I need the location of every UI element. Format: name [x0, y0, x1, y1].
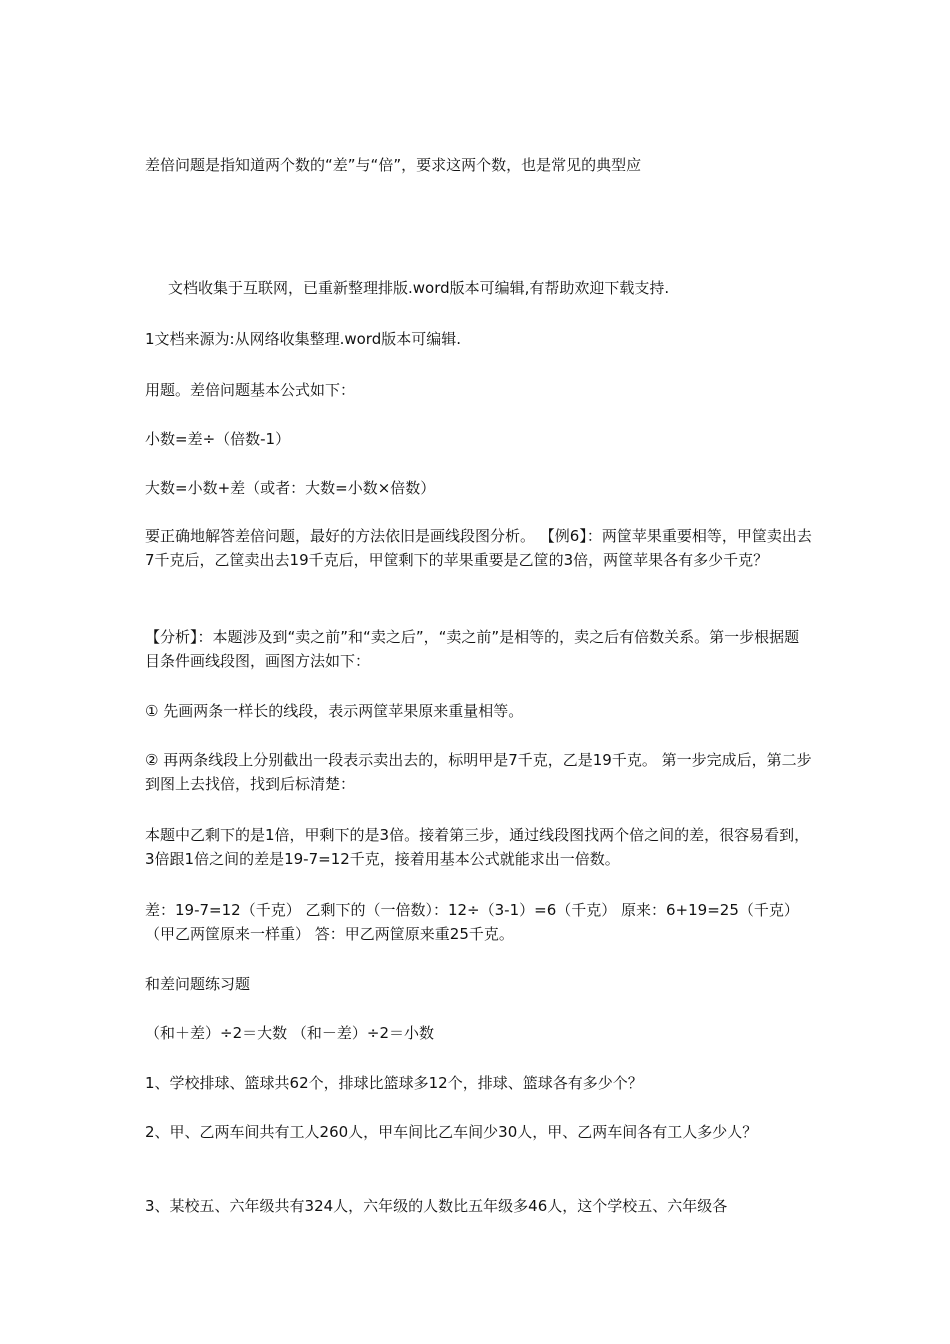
paragraph-step-3: 本题中乙剩下的是1倍，甲剩下的是3倍。接着第三步，通过线段图找两个倍之间的差，很容易看到，3倍跟1倍之间的差是19-7=12千克，接着用基本公式就能求出一倍数。 — [145, 826, 810, 868]
paragraph-example: 要正确地解答差倍问题，最好的方法依旧是画线段图分析。 【例6】：两筐苹果重要相等，甲筐卖出去7千克后，乙筐卖出去19千克后，甲筐剩下的苹果重要是乙筐的3倍，两筐苹果各有多少千克？ — [145, 527, 812, 569]
paragraph-formula-intro: 用题。差倍问题基本公式如下： — [145, 381, 356, 399]
paragraph-exercise-2: 2、甲、乙两车间共有工人260人，甲车间比乙车间少30人，甲、乙两车间各有工人多少人？ — [145, 1123, 758, 1141]
paragraph-solution: 差：19-7=12（千克） 乙剩下的（一倍数）：12÷（3-1）=6（千克） 原来：6+19=25（千克）（甲乙两筐原来一样重） 答：甲乙两筐原来重25千克。 — [145, 901, 799, 943]
paragraph-step-2: ② 再两条线段上分别截出一段表示卖出去的，标明甲是7千克，乙是19千克。 第一步完成后，第二步到图上去找倍，找到后标清楚： — [145, 751, 812, 793]
paragraph-exercise-3: 3、某校五、六年级共有324人，六年级的人数比五年级多46人，这个学校五、六年级各 — [145, 1197, 728, 1215]
paragraph-intro: 差倍问题是指知道两个数的“差”与“倍”，要求这两个数，也是常见的典型应 — [145, 156, 642, 174]
paragraph-notice: 文档收集于互联网，已重新整理排版.word版本可编辑,有帮助欢迎下载支持. — [168, 279, 670, 297]
paragraph-exercise-title: 和差问题练习题 — [145, 975, 251, 993]
paragraph-formula-small: 小数=差÷（倍数-1） — [145, 430, 291, 448]
paragraph-source: 1文档来源为:从网络收集整理.word版本可编辑. — [145, 330, 462, 348]
paragraph-exercise-1: 1、学校排球、篮球共62个，排球比篮球多12个，排球、篮球各有多少个？ — [145, 1074, 643, 1092]
paragraph-formula-large: 大数=小数+差（或者：大数=小数×倍数） — [145, 479, 436, 497]
paragraph-exercise-formula: （和＋差）÷2＝大数 （和－差）÷2＝小数 — [145, 1024, 434, 1042]
paragraph-analysis: 【分析】：本题涉及到“卖之前”和“卖之后”，“卖之前”是相等的，卖之后有倍数关系。第一步根据题目条件画线段图，画图方法如下： — [145, 628, 800, 670]
paragraph-step-1: ① 先画两条一样长的线段，表示两筐苹果原来重量相等。 — [145, 702, 524, 720]
